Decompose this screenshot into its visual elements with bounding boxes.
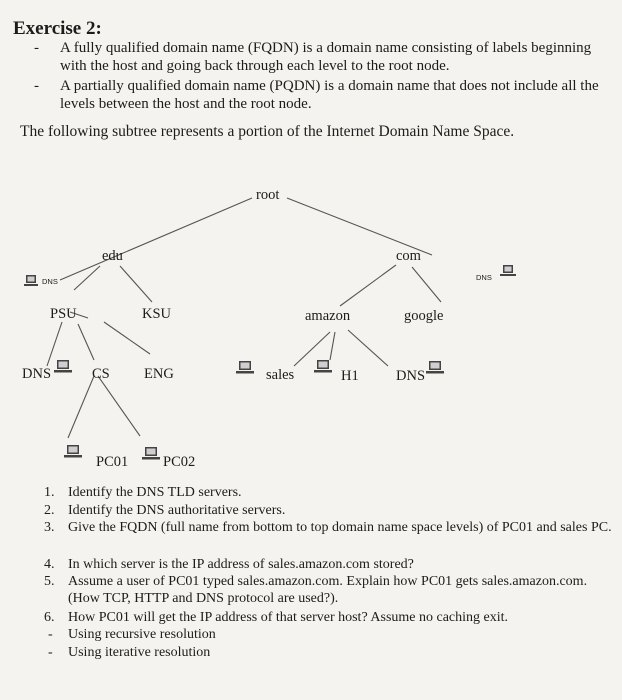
edge-psu-cs bbox=[78, 324, 94, 360]
node-root: root bbox=[256, 187, 280, 203]
node-h1: H1 bbox=[341, 368, 359, 384]
node-dns-google: DNS bbox=[396, 368, 426, 384]
dns-server-icon bbox=[24, 274, 38, 287]
sub-dash: - bbox=[48, 627, 53, 642]
tree-edges bbox=[0, 170, 622, 480]
node-eng: ENG bbox=[144, 366, 174, 382]
question-number: 1. bbox=[44, 485, 55, 500]
exercise-title: Exercise 2: bbox=[13, 18, 102, 39]
edge-cs-pc02 bbox=[98, 376, 140, 436]
dns-server-icon bbox=[426, 360, 444, 375]
dns-label-small-left: DNS bbox=[42, 277, 58, 286]
edge-edu-psu bbox=[74, 266, 100, 290]
node-psu: PSU bbox=[50, 306, 77, 322]
node-dns-psu: DNS bbox=[22, 366, 52, 382]
intro-text: The following subtree represents a portion of the Internet Domain Name Space. bbox=[20, 123, 515, 140]
question-number: 4. bbox=[44, 557, 55, 572]
node-sales: sales bbox=[266, 367, 295, 383]
edge-root-edu bbox=[60, 198, 252, 280]
sub-dash: - bbox=[48, 645, 53, 660]
bullet-text: A fully qualified domain name (FQDN) is a domain name consisting of labels beginning with the host and going back through each level to the root node. bbox=[60, 40, 592, 74]
bullet-dash: - bbox=[34, 78, 39, 94]
question-text: How PC01 will get the IP address of that server host? Assume no caching exit. bbox=[68, 610, 509, 625]
node-edu: edu bbox=[102, 248, 123, 264]
dns-server-icon bbox=[500, 264, 516, 278]
question-number: 3. bbox=[44, 520, 55, 535]
question-text: Identify the DNS authoritative servers. bbox=[68, 503, 286, 518]
node-pc02: PC02 bbox=[163, 454, 196, 470]
sub-item-text: Using iterative resolution bbox=[68, 645, 211, 660]
question-number: 6. bbox=[44, 610, 55, 625]
edge-edu-ksu bbox=[120, 266, 152, 302]
question-text: In which server is the IP address of sales.amazon.com stored? bbox=[68, 557, 414, 572]
dns-server-icon bbox=[54, 359, 72, 374]
node-ksu: KSU bbox=[142, 306, 172, 322]
host-pc-icon bbox=[314, 359, 332, 374]
host-pc-icon bbox=[142, 446, 160, 461]
edge-com-amazon bbox=[340, 265, 396, 306]
host-pc-icon bbox=[64, 444, 82, 459]
dns-label-small-right: DNS bbox=[476, 273, 492, 282]
node-google: google bbox=[404, 308, 444, 324]
edge-psu-eng bbox=[104, 322, 150, 354]
question-text: Assume a user of PC01 typed sales.amazon.com. Explain how PC01 gets sales.amazon.com. (How TCP, HTTP and DNS protocol are used?). bbox=[68, 574, 588, 606]
edge-root-com bbox=[287, 198, 432, 255]
node-com: com bbox=[396, 248, 421, 264]
node-cs: CS bbox=[92, 366, 110, 382]
bullet-dash: - bbox=[34, 40, 39, 56]
question-number: 2. bbox=[44, 503, 55, 518]
sub-item-text: Using recursive resolution bbox=[68, 627, 216, 642]
question-text: Give the FQDN (full name from bottom to top domain name space levels) of PC01 and sales PC. bbox=[68, 520, 612, 535]
node-pc01: PC01 bbox=[96, 454, 129, 470]
bullet-text: A partially qualified domain name (PQDN) is a domain name that does not include all the levels between the host and the root node. bbox=[60, 78, 599, 112]
edge-amazon-h1 bbox=[330, 332, 335, 360]
node-amazon: amazon bbox=[305, 308, 351, 324]
edge-com-google bbox=[412, 267, 441, 302]
host-pc-icon bbox=[236, 360, 254, 375]
question-number: 5. bbox=[44, 574, 55, 589]
domain-name-tree bbox=[0, 170, 622, 480]
edge-cs-pc01 bbox=[68, 376, 94, 438]
question-text: Identify the DNS TLD servers. bbox=[68, 485, 242, 500]
edge-amazon-dns bbox=[348, 330, 388, 366]
